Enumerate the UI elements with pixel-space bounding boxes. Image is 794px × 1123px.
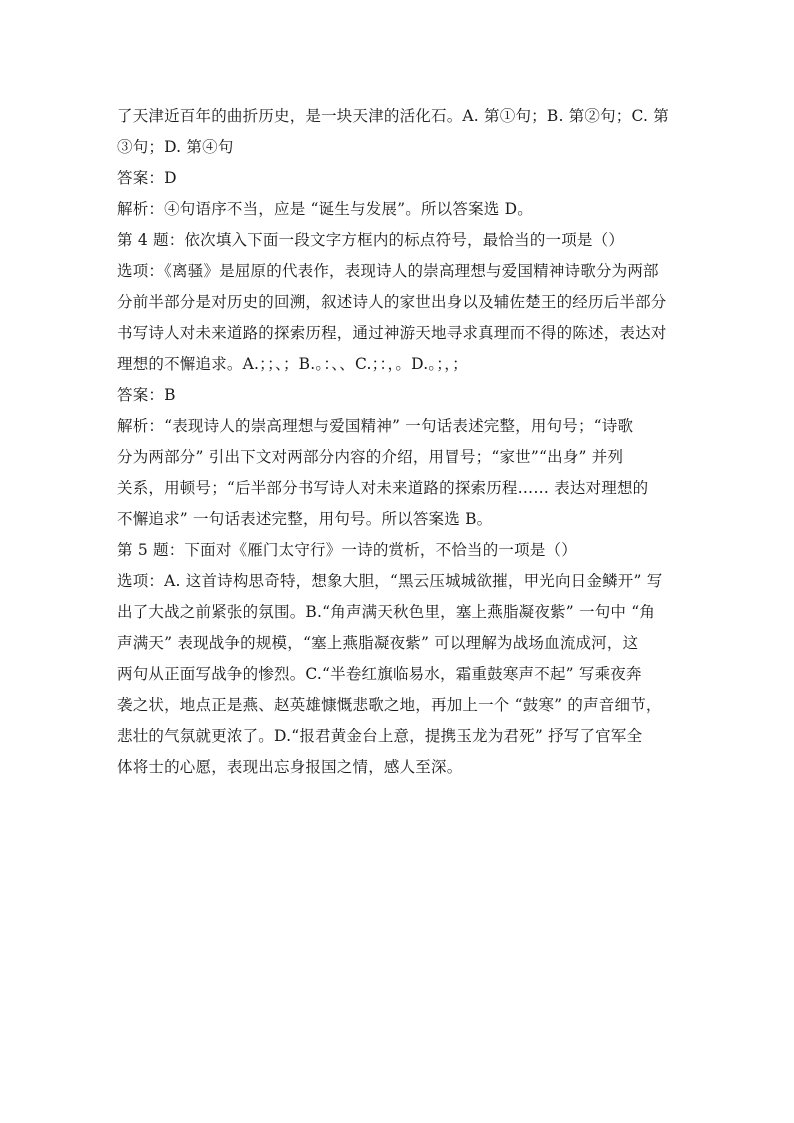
question-5-title: 第 5 题：下面对《雁门太守行》一诗的赏析，不恰当的一项是（） xyxy=(117,541,577,559)
question-5-options-line-1: 选项：A. 这首诗构思奇特，想象大胆，“黑云压城城欲摧，甲光向日金鳞开” 写 xyxy=(117,572,663,590)
text-line-1: 了天津近百年的曲折历史，是一块天津的活化石。A. 第①句；B. 第②句；C. 第 xyxy=(117,107,669,125)
question-4-options-line-4: 理想的不懈追求。A.；；、；B.。：、、C.；：，。D.。；，； xyxy=(117,355,468,373)
question-5-options-line-6: 悲壮的气氛就更浓了。D.“报君黄金台上意，提携玉龙为君死” 抒写了官军全 xyxy=(117,727,643,745)
explanation-q4-line-2: 分为两部分” 引出下文对两部分内容的介绍，用冒号；“家世”“出身” 并列 xyxy=(117,448,624,466)
question-5-options-line-7: 体将士的心愿，表现出忘身报国之情，感人至深。 xyxy=(117,758,463,776)
question-5-options-line-5: 袭之状，地点正是燕、赵英雄慷慨悲歌之地，再加上一个 “鼓寒” 的声音细节， xyxy=(117,696,662,714)
document-body xyxy=(117,101,679,783)
question-5-options-line-4: 两句从正面写战争的惨烈。C.“半卷红旗临易水，霜重鼓寒声不起” 写乘夜奔 xyxy=(117,665,642,683)
question-4-options-line-3: 书写诗人对未来道路的探索历程，通过神游天地寻求真理而不得的陈述，表达对 xyxy=(117,324,667,342)
explanation-q4-line-1: 解析：“表现诗人的崇高理想与爱国精神” 一句话表述完整，用句号；“诗歌 xyxy=(117,417,634,435)
question-5-options-line-2: 出了大战之前紧张的氛围。B.“角声满天秋色里，塞上燕脂凝夜紫” 一句中 “角 xyxy=(117,603,656,621)
explanation-line-q3: 解析：④句语序不当，应是 “诞生与发展”。所以答案选 D。 xyxy=(117,200,533,218)
question-4-title: 第 4 题：依次填入下面一段文字方框内的标点符号，最恰当的一项是（） xyxy=(117,231,625,249)
answer-line-q4: 答案：B xyxy=(117,386,176,404)
explanation-q4-line-4: 不懈追求” 一句话表述完整，用句号。所以答案选 B。 xyxy=(117,510,493,528)
text-line-2: ③句；D. 第④句 xyxy=(117,138,234,156)
explanation-q4-line-3: 关系，用顿号；“后半部分书写诗人对未来道路的探索历程…… 表达对理想的 xyxy=(117,479,649,497)
question-4-options-line-2: 分前半部分是对历史的回溯，叙述诗人的家世出身以及辅佐楚王的经历后半部分 xyxy=(117,293,667,311)
question-5-options-line-3: 声满天” 表现战争的规模，“塞上燕脂凝夜紫” 可以理解为战场血流成河，这 xyxy=(117,634,639,652)
question-4-options-line-1: 选项：《离骚》是屈原的代表作，表现诗人的崇高理想与爱国精神诗歌分为两部 xyxy=(117,262,659,280)
answer-line-q3: 答案：D xyxy=(117,169,177,187)
